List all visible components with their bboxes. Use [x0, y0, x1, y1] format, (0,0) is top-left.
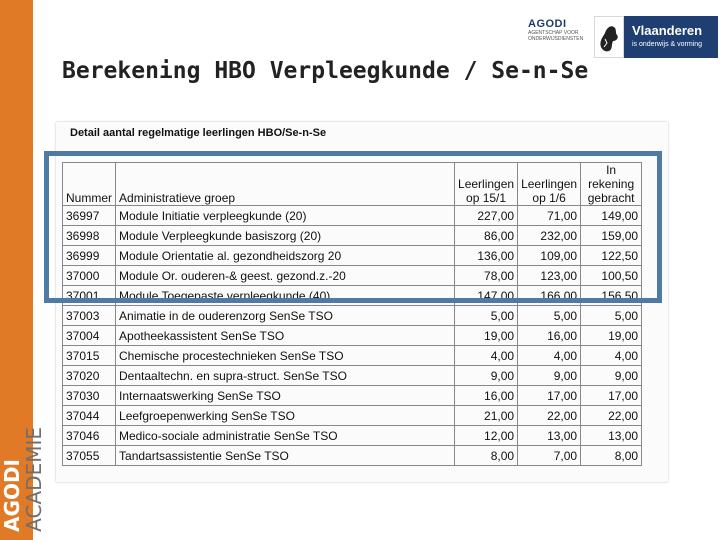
cell-groep: Tandartsassistentie SenSe TSO [116, 446, 455, 466]
table-row [63, 326, 642, 346]
cell-leerlingen-15-1: 147,00 [455, 286, 518, 306]
cell-in-rekening: 4,00 [581, 346, 642, 366]
side-logo-bold-text: AGODI [0, 459, 24, 532]
cell-leerlingen-15-1: 5,00 [455, 306, 518, 326]
cell-in-rekening: 13,00 [581, 426, 642, 446]
cell-leerlingen-15-1: 136,00 [455, 246, 518, 266]
table-row [63, 366, 642, 386]
cell-in-rekening: 159,00 [581, 226, 642, 246]
cell-groep: Module Initiatie verpleegkunde (20) [116, 206, 455, 226]
cell-groep: Animatie in de ouderenzorg SenSe TSO [116, 306, 455, 326]
table-row [63, 386, 642, 406]
cell-groep: Module Or. ouderen-& geest. gezond.z.-20 [116, 266, 455, 286]
table-row [63, 266, 642, 286]
header-leerlingen-15-1: Leerlingen op 15/1 [455, 163, 518, 206]
table-row [63, 346, 642, 366]
table-row [63, 406, 642, 426]
vlaanderen-logo [594, 16, 718, 58]
cell-leerlingen-1-6: 13,00 [518, 426, 581, 446]
academie-logo-light [24, 427, 44, 532]
document-title: Detail aantal regelmatige leerlingen HBO/Se-n-Se [70, 127, 327, 139]
cell-leerlingen-15-1: 9,00 [455, 366, 518, 386]
cell-leerlingen-1-6: 22,00 [518, 406, 581, 426]
agodi-logo-title: AGODI [528, 18, 567, 30]
table-row [63, 306, 642, 326]
cell-leerlingen-15-1: 4,00 [455, 346, 518, 366]
cell-in-rekening: 17,00 [581, 386, 642, 406]
cell-groep: Leefgroepenwerking SenSe TSO [116, 406, 455, 426]
cell-leerlingen-15-1: 19,00 [455, 326, 518, 346]
cell-leerlingen-1-6: 123,00 [518, 266, 581, 286]
cell-groep: Medico-sociale administratie SenSe TSO [116, 426, 455, 446]
cell-leerlingen-1-6: 7,00 [518, 446, 581, 466]
table-row [63, 206, 642, 226]
cell-nummer: 36998 [63, 226, 116, 246]
cell-in-rekening: 122,50 [581, 246, 642, 266]
cell-in-rekening: 9,00 [581, 366, 642, 386]
cell-nummer: 37044 [63, 406, 116, 426]
cell-in-rekening: 149,00 [581, 206, 642, 226]
lion-icon [594, 16, 624, 58]
header-leerlingen-1-6: Leerlingen op 1/6 [518, 163, 581, 206]
cell-leerlingen-1-6: 4,00 [518, 346, 581, 366]
cell-groep: Internaatswerking SenSe TSO [116, 386, 455, 406]
cell-leerlingen-1-6: 9,00 [518, 366, 581, 386]
cell-in-rekening: 8,00 [581, 446, 642, 466]
table-header-row [63, 163, 642, 206]
agodi-logo [528, 18, 590, 42]
cell-leerlingen-15-1: 12,00 [455, 426, 518, 446]
agodi-logo-subtitle: AGENTSCHAP VOOR ONDERWIJSDIENSTEN [528, 30, 584, 42]
cell-leerlingen-1-6: 166,00 [518, 286, 581, 306]
cell-nummer: 37015 [63, 346, 116, 366]
cell-leerlingen-15-1: 86,00 [455, 226, 518, 246]
cell-nummer: 36999 [63, 246, 116, 266]
cell-nummer: 37020 [63, 366, 116, 386]
header-in-rekening: In rekening gebracht [581, 163, 642, 206]
cell-leerlingen-15-1: 78,00 [455, 266, 518, 286]
cell-in-rekening: 19,00 [581, 326, 642, 346]
header-nummer: Nummer [63, 163, 116, 206]
cell-nummer: 36997 [63, 206, 116, 226]
cell-in-rekening: 5,00 [581, 306, 642, 326]
cell-leerlingen-15-1: 8,00 [455, 446, 518, 466]
leerlingen-table [62, 162, 642, 466]
table-row [63, 246, 642, 266]
cell-nummer: 37004 [63, 326, 116, 346]
cell-nummer: 37046 [63, 426, 116, 446]
cell-groep: Apotheekassistent SenSe TSO [116, 326, 455, 346]
cell-leerlingen-1-6: 16,00 [518, 326, 581, 346]
cell-groep: Module Orientatie al. gezondheidszorg 20 [116, 246, 455, 266]
vlaanderen-wordmark [624, 16, 718, 58]
cell-leerlingen-15-1: 227,00 [455, 206, 518, 226]
side-logo-light-text: ACADEMIE [22, 427, 46, 532]
cell-leerlingen-1-6: 71,00 [518, 206, 581, 226]
cell-groep: Module Toegepaste verpleegkunde (40) [116, 286, 455, 306]
vlaanderen-subtitle: is onderwijs & vorming [632, 41, 703, 48]
cell-nummer: 37055 [63, 446, 116, 466]
table-row [63, 446, 642, 466]
header-groep: Administratieve groep [116, 163, 455, 206]
academie-logo-bold [2, 459, 22, 532]
table-row [63, 286, 642, 306]
cell-nummer: 37000 [63, 266, 116, 286]
cell-leerlingen-15-1: 21,00 [455, 406, 518, 426]
cell-in-rekening: 22,00 [581, 406, 642, 426]
vlaanderen-title: Vlaanderen [632, 23, 703, 38]
slide-title: Berekening HBO Verpleegkunde / Se-n-Se [62, 58, 589, 84]
cell-in-rekening: 156,50 [581, 286, 642, 306]
cell-nummer: 37003 [63, 306, 116, 326]
cell-leerlingen-1-6: 17,00 [518, 386, 581, 406]
cell-in-rekening: 100,50 [581, 266, 642, 286]
cell-groep: Dentaaltechn. en supra-struct. SenSe TSO [116, 366, 455, 386]
cell-nummer: 37001 [63, 286, 116, 306]
cell-leerlingen-1-6: 5,00 [518, 306, 581, 326]
table-row [63, 426, 642, 446]
cell-leerlingen-15-1: 16,00 [455, 386, 518, 406]
cell-groep: Chemische procestechnieken SenSe TSO [116, 346, 455, 366]
cell-groep: Module Verpleegkunde basiszorg (20) [116, 226, 455, 246]
table-row [63, 226, 642, 246]
cell-leerlingen-1-6: 109,00 [518, 246, 581, 266]
cell-leerlingen-1-6: 232,00 [518, 226, 581, 246]
cell-nummer: 37030 [63, 386, 116, 406]
